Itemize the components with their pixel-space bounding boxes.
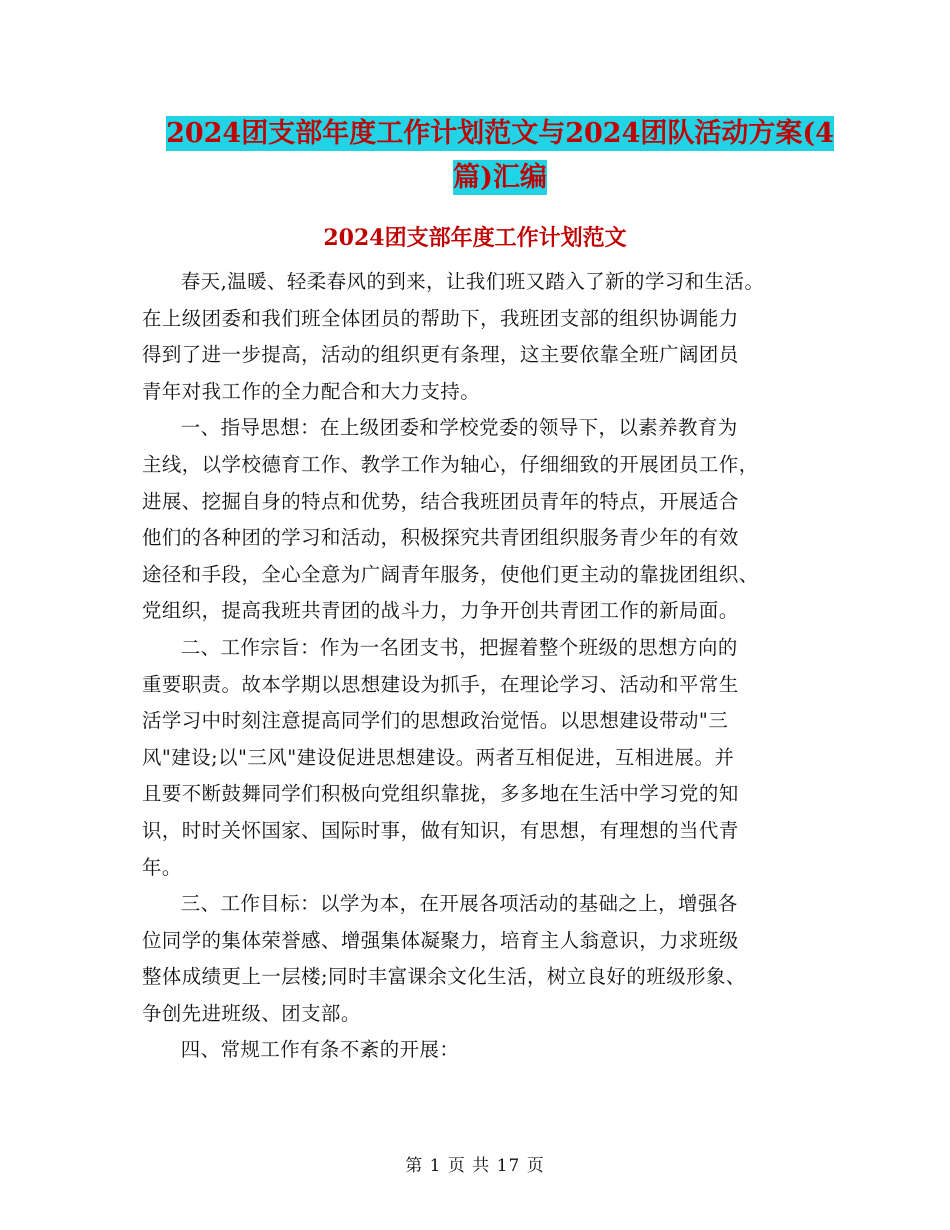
paragraph-work-purpose	[142, 630, 822, 886]
section-title: 2024团支部年度工作计划范文	[323, 225, 627, 251]
paragraph-line: 争创先进班级、团支部。	[142, 1001, 361, 1025]
paragraph-line: 春天,温暖、轻柔春风的到来，让我们班又踏入了新的学习和生活。	[180, 270, 765, 293]
document-title-line-1: 2024团支部年度工作计划范文与2024团队活动方案(4	[166, 118, 834, 149]
paragraph-line: 青年对我工作的全力配合和大力支持。	[142, 379, 481, 403]
paragraph-line: 进展、挖掘自身的特点和优势，结合我班团员青年的特点，开展适合	[142, 489, 739, 513]
paragraph-line: 党组织，提高我班共青团的战斗力，力争开创共青团工作的新局面。	[142, 599, 739, 623]
paragraph-intro	[142, 264, 822, 410]
paragraph-line: 四、常规工作有条不紊的开展：	[180, 1038, 460, 1062]
paragraph-work-goals	[142, 886, 822, 1032]
page-number-footer: 第 1 页 共 17 页	[405, 1156, 545, 1176]
paragraph-line: 风"建设;以"三风"建设促进思想建设。两者互相促进，互相进展。并	[142, 745, 735, 769]
paragraph-line: 他们的各种团的学习和活动，积极探究共青团组织服务青少年的有效	[142, 526, 739, 550]
paragraph-line: 年。	[142, 855, 182, 879]
paragraph-line: 位同学的集体荣誉感、增强集体凝聚力，培育主人翁意识，力求班级	[142, 928, 739, 952]
paragraph-line: 重要职责。故本学期以思想建设为抓手，在理论学习、活动和平常生	[142, 672, 739, 696]
paragraph-routine-work	[142, 1032, 822, 1069]
paragraph-guiding-ideology	[142, 410, 822, 630]
paragraph-line: 二、工作宗旨：作为一名团支书，把握着整个班级的思想方向的	[180, 635, 738, 659]
paragraph-line: 三、工作目标：以学为本，在开展各项活动的基础之上，增强各	[180, 892, 738, 916]
paragraph-line: 识，时时关怀国家、国际时事，做有知识，有思想，有理想的当代青	[142, 818, 739, 842]
paragraph-line: 一、指导思想：在上级团委和学校党委的领导下，以素养教育为	[180, 416, 738, 440]
paragraph-line: 得到了进一步提高，活动的组织更有条理，这主要依靠全班广阔团员	[142, 343, 739, 367]
document-title-line-2: 篇)汇编	[453, 162, 547, 193]
document-title	[140, 112, 860, 200]
paragraph-line: 且要不断鼓舞同学们积极向党组织靠拢，多多地在生活中学习党的知	[142, 782, 739, 806]
paragraph-line: 在上级团委和我们班全体团员的帮助下，我班团支部的组织协调能力	[142, 306, 739, 330]
paragraph-line: 活学习中时刻注意提高同学们的思想政治觉悟。以思想建设带动"三	[142, 709, 729, 733]
paragraph-line: 途径和手段，全心全意为广阔青年服务，使他们更主动的靠拢团组织、	[142, 562, 759, 586]
document-body	[142, 264, 822, 1069]
paragraph-line: 整体成绩更上一层楼;同时丰富课余文化生活，树立良好的班级形象、	[142, 965, 746, 989]
paragraph-line: 主线，以学校德育工作、教学工作为轴心，仔细细致的开展团员工作，	[142, 452, 759, 476]
